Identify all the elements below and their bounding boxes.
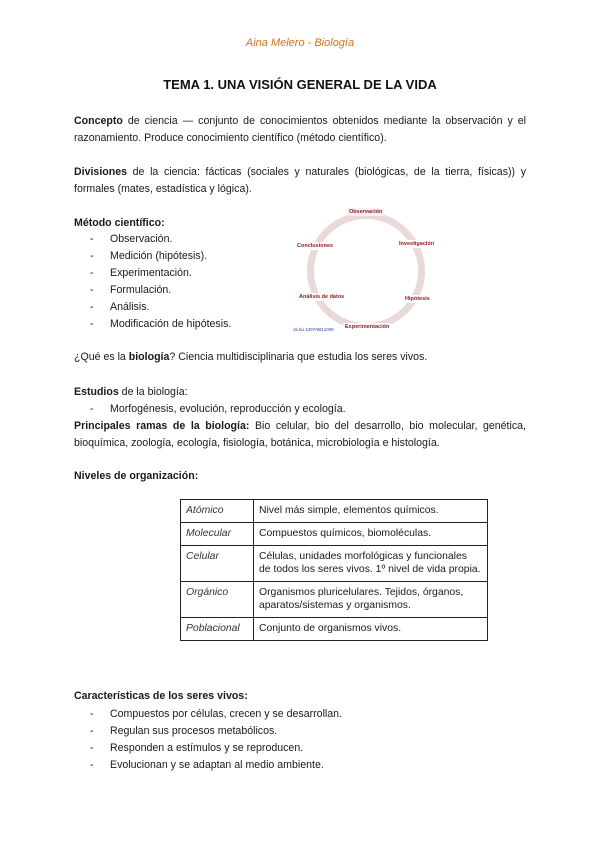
estudios-term: Estudios: [74, 386, 119, 398]
level-cell: Atómico: [181, 500, 254, 523]
list-item: - Análisis.: [74, 299, 231, 316]
diagram-node-observacion: Observación: [349, 209, 383, 215]
list-item: - Regulan sus procesos metabólicos.: [74, 723, 342, 740]
ramas-term: Principales ramas de la biología:: [74, 420, 250, 432]
estudios-paragraph: [74, 384, 526, 401]
list-item: - Morfogénesis, evolución, reproducción y ecología.: [74, 401, 346, 418]
table-row: [181, 582, 488, 618]
desc-cell: Células, unidades morfológicas y funcionales de todos los seres vivos. 1º nivel de vida propia.: [254, 546, 488, 582]
niveles-heading: Niveles de organización:: [74, 470, 199, 482]
list-item: - Evolucionan y se adaptan al medio ambiente.: [74, 757, 342, 774]
diagram-node-hipotesis: Hipótesis: [405, 296, 430, 302]
biologia-prefix: ¿Qué es la: [74, 351, 129, 363]
table-row: [181, 523, 488, 546]
list-item: - Compuestos por células, crecen y se desarrollan.: [74, 706, 342, 723]
list-item: - Responden a estímulos y se reproducen.: [74, 740, 342, 757]
diagram-node-experimentacion: Experimentación: [345, 324, 390, 330]
diagram-credit: ok.bu 1397/9811008: [293, 327, 334, 332]
caracteristicas-list: [74, 706, 342, 774]
ramas-paragraph: [74, 418, 526, 452]
divisiones-paragraph: [74, 164, 526, 198]
list-item: - Observación.: [74, 231, 231, 248]
divisiones-text: de la ciencia: fácticas (sociales y naturales (biológicas, de la tierra, físicas)) y formales (mates, estadística y lógica).: [74, 166, 526, 195]
diagram-node-analisis: Análisis de datos: [299, 294, 345, 300]
diagram-node-investigacion: Investigación: [399, 241, 435, 247]
desc-cell: Organismos pluricelulares. Tejidos, órganos, aparatos/sistemas y organismos.: [254, 582, 488, 618]
metodo-heading: Método científico:: [74, 217, 165, 229]
desc-cell: Conjunto de organismos vivos.: [254, 618, 488, 641]
biologia-text: ? Ciencia multidisciplinaria que estudia los seres vivos.: [169, 351, 428, 363]
table-row: [181, 500, 488, 523]
page-title: TEMA 1. UNA VISIÓN GENERAL DE LA VIDA: [163, 77, 437, 92]
table-row: [181, 546, 488, 582]
ramas-text: Bio celular, bio del desarrollo, bio molecular, genética, bioquímica, zoología, ecología, fisiología, botánica, microbiología e histología.: [74, 420, 526, 449]
concepto-text: — conjunto de conocimientos obtenidos mediante la observación y el razonamiento. Produce conocimiento científico (método científico).: [74, 115, 526, 144]
estudios-list: [74, 401, 346, 418]
page-header: Aina Melero - Biología: [245, 37, 355, 49]
metodo-list: [74, 231, 231, 333]
level-cell: Molecular: [181, 523, 254, 546]
desc-cell: Nivel más simple, elementos químicos.: [254, 500, 488, 523]
table-row: [181, 618, 488, 641]
concepto-paragraph: [74, 113, 526, 147]
level-cell: Celular: [181, 546, 254, 582]
estudios-text: de la biología:: [118, 386, 188, 398]
cycle-ring: [307, 212, 425, 330]
niveles-table: [180, 499, 488, 641]
concepto-term: Concepto: [74, 115, 123, 127]
caracteristicas-heading: Características de los seres vivos:: [74, 690, 248, 702]
list-item: - Formulación.: [74, 282, 231, 299]
desc-cell: Compuestos químicos, biomoléculas.: [254, 523, 488, 546]
scientific-method-diagram: [285, 200, 450, 340]
level-cell: Poblacional: [181, 618, 254, 641]
level-cell: Orgánico: [181, 582, 254, 618]
list-item: - Medición (hipótesis).: [74, 248, 231, 265]
list-item: - Experimentación.: [74, 265, 231, 282]
divisiones-term: Divisiones: [74, 166, 127, 178]
concepto-term-rest: de ciencia: [127, 115, 178, 127]
biologia-term: biología: [128, 351, 170, 363]
biologia-paragraph: [74, 349, 526, 366]
list-item: - Modificación de hipótesis.: [74, 316, 231, 333]
diagram-node-conclusiones: Conclusiones: [297, 243, 334, 249]
